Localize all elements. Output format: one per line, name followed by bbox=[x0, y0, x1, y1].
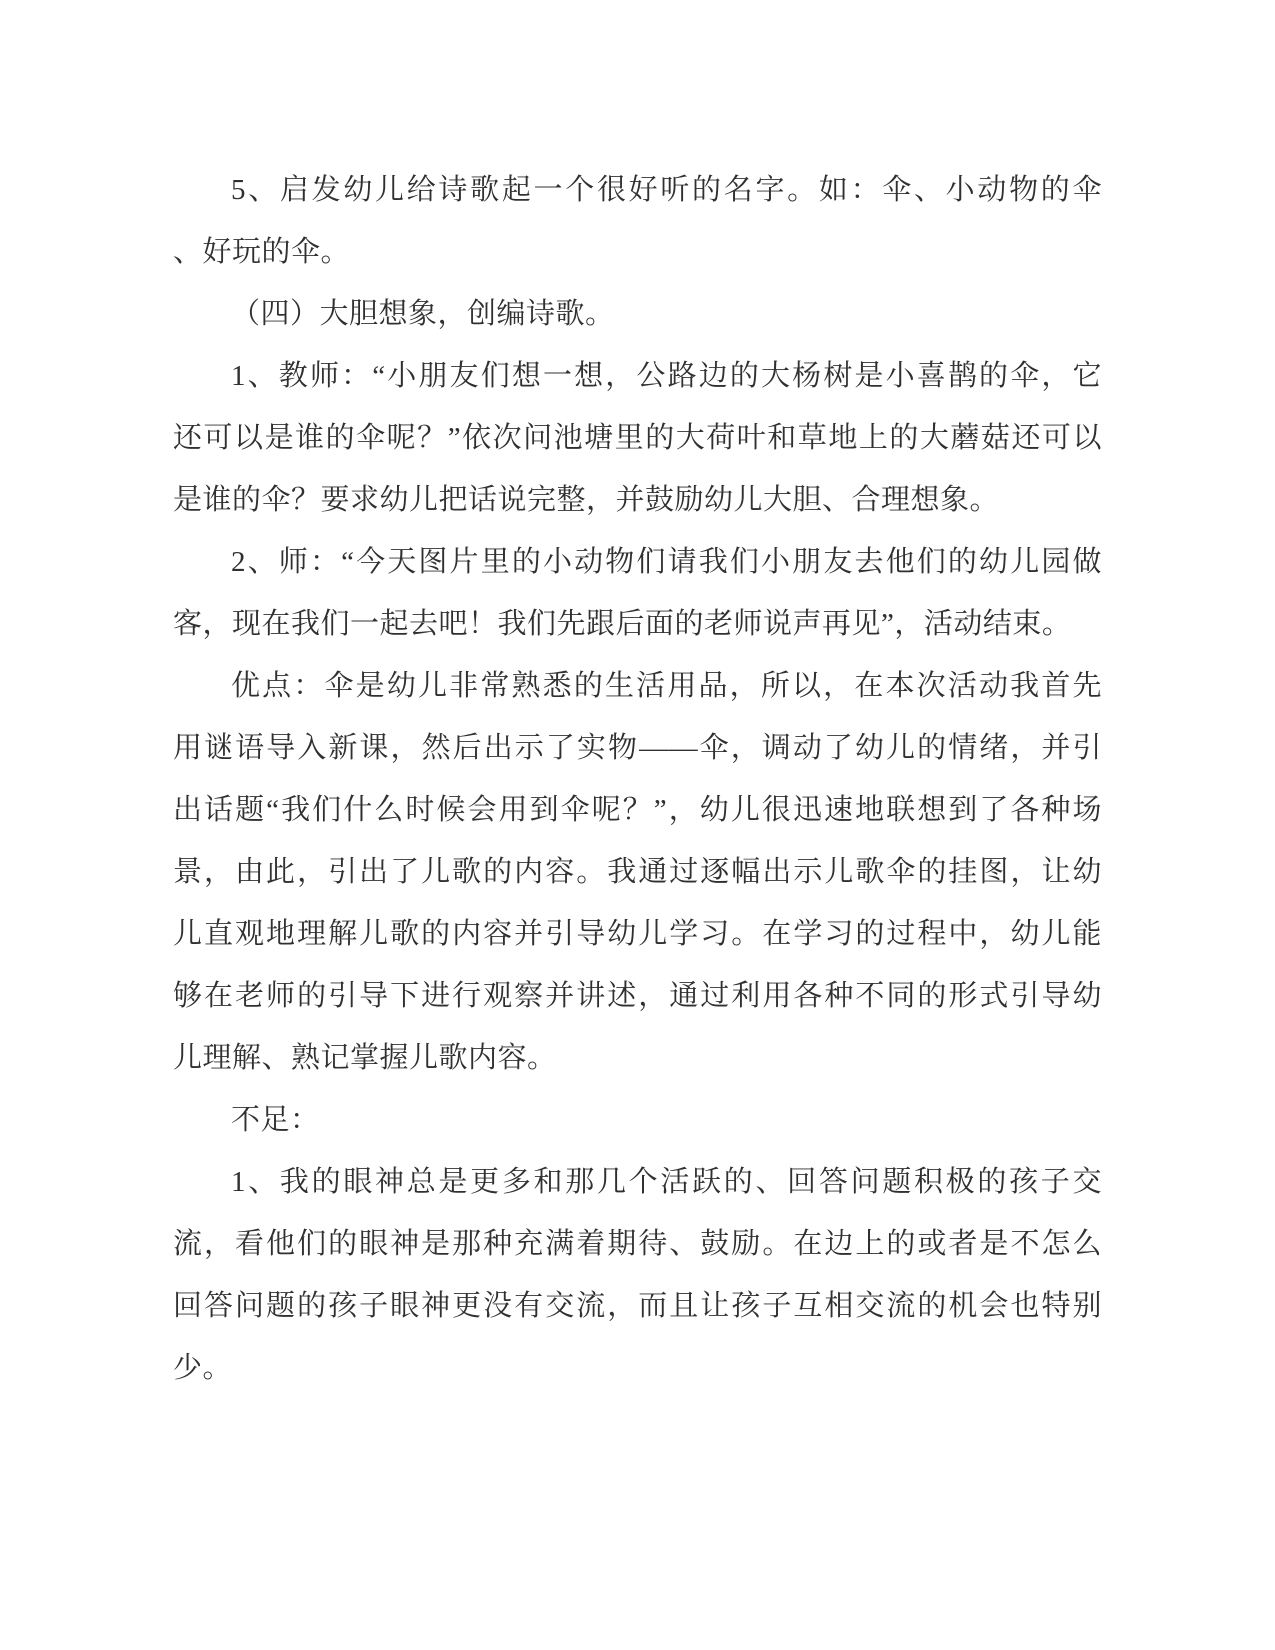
paragraph bbox=[173, 655, 1102, 1089]
text-line: 景，由此，引出了儿歌的内容。我通过逐幅出示儿歌伞的挂图，让幼 bbox=[173, 856, 1102, 888]
text-line: 5、启发幼儿给诗歌起一个很好听的名字。如：伞、小动物的伞 bbox=[231, 174, 1102, 206]
text-line: 客，现在我们一起去吧！我们先跟后面的老师说声再见”，活动结束。 bbox=[173, 608, 1072, 640]
text-line: 2、师：“今天图片里的小动物们请我们小朋友去他们的幼儿园做 bbox=[231, 546, 1102, 578]
text-line: 儿理解、熟记掌握儿歌内容。 bbox=[173, 1042, 557, 1074]
paragraph bbox=[173, 1151, 1102, 1399]
paragraph bbox=[173, 1089, 1102, 1151]
paragraph bbox=[173, 283, 1102, 345]
text-line: 、好玩的伞。 bbox=[173, 236, 351, 268]
text-line: 1、教师：“小朋友们想一想，公路边的大杨树是小喜鹊的伞，它 bbox=[231, 360, 1102, 392]
text-line: （四）大胆想象，创编诗歌。 bbox=[231, 298, 615, 330]
text-line: 够在老师的引导下进行观察并讲述，通过利用各种不同的形式引导幼 bbox=[173, 980, 1102, 1012]
paragraph bbox=[173, 159, 1102, 283]
text-line: 是谁的伞？要求幼儿把话说完整，并鼓励幼儿大胆、合理想象。 bbox=[173, 484, 1000, 516]
text-line: 回答问题的孩子眼神更没有交流，而且让孩子互相交流的机会也特别 bbox=[173, 1290, 1102, 1322]
text-line: 儿直观地理解儿歌的内容并引导幼儿学习。在学习的过程中，幼儿能 bbox=[173, 918, 1102, 950]
text-line: 用谜语导入新课，然后出示了实物——伞，调动了幼儿的情绪，并引 bbox=[173, 732, 1102, 764]
text-line: 出话题“我们什么时候会用到伞呢？”，幼儿很迅速地联想到了各种场 bbox=[173, 794, 1102, 826]
text-line: 不足： bbox=[231, 1104, 320, 1136]
text-line: 流，看他们的眼神是那种充满着期待、鼓励。在边上的或者是不怎么 bbox=[173, 1228, 1102, 1260]
paragraph bbox=[173, 345, 1102, 531]
text-line: 还可以是谁的伞呢？”依次问池塘里的大荷叶和草地上的大蘑菇还可以 bbox=[173, 422, 1102, 454]
text-line: 优点：伞是幼儿非常熟悉的生活用品，所以，在本次活动我首先 bbox=[231, 670, 1102, 702]
paragraph bbox=[173, 531, 1102, 655]
text-line: 少。 bbox=[173, 1352, 233, 1384]
text-line: 1、我的眼神总是更多和那几个活跃的、回答问题积极的孩子交 bbox=[231, 1166, 1102, 1198]
document-body bbox=[173, 159, 1102, 1399]
